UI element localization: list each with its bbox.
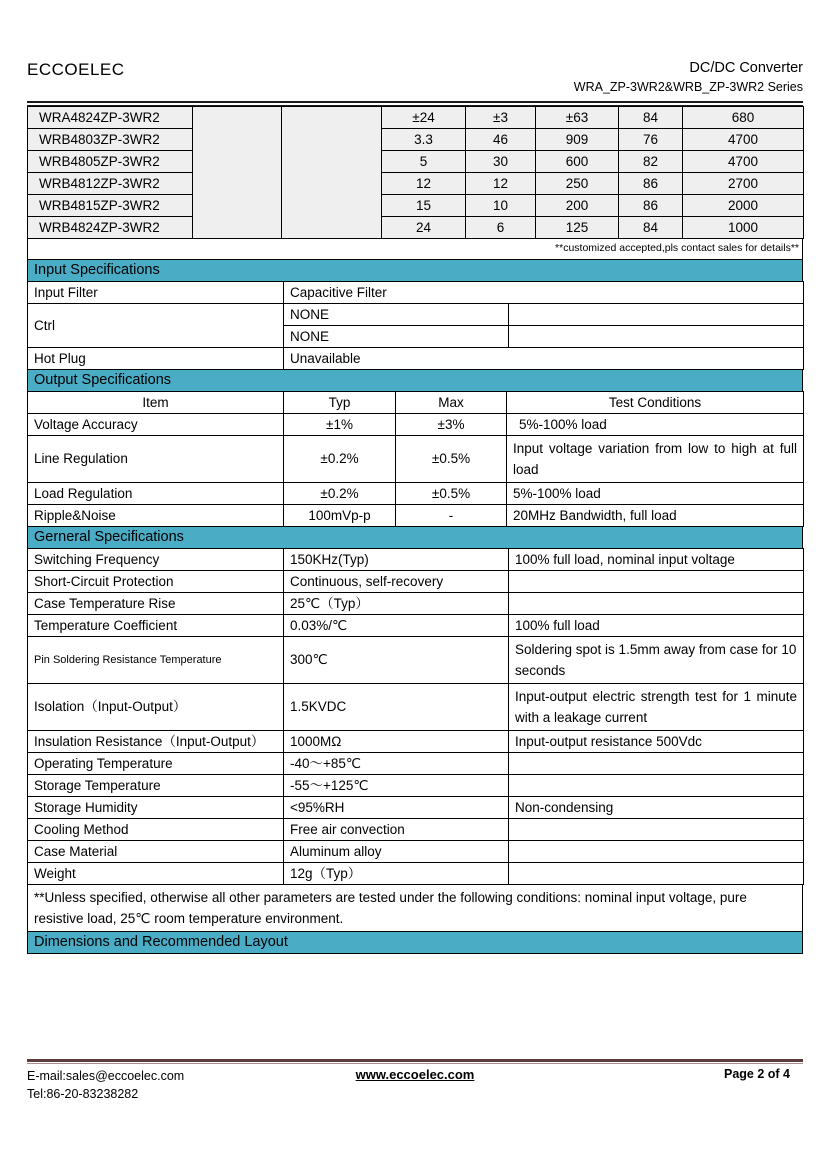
table-row xyxy=(28,436,804,483)
empty-cell xyxy=(509,304,804,326)
spec-typ: ±0.2% xyxy=(284,436,396,483)
value-cell: 46 xyxy=(466,129,536,151)
table-row xyxy=(28,863,804,885)
column-header-test-conditions: Test Conditions xyxy=(507,392,804,414)
section-header-general-specifications: Gerneral Specifications xyxy=(27,526,803,549)
table-row xyxy=(28,841,804,863)
table-row xyxy=(28,637,804,684)
table-row xyxy=(28,151,804,173)
spec-value: NONE xyxy=(284,304,509,326)
spec-max: ±0.5% xyxy=(396,436,507,483)
table-row xyxy=(28,593,804,615)
value-cell: 5 xyxy=(382,151,466,173)
merged-empty-cell xyxy=(193,107,282,239)
spec-value: 150KHz(Typ) xyxy=(284,549,509,571)
table-row xyxy=(28,731,804,753)
model-cell: WRB4805ZP-3WR2 xyxy=(28,151,193,173)
table-row xyxy=(28,282,804,304)
table-row xyxy=(28,129,804,151)
spec-value: 25℃（Typ） xyxy=(284,593,509,615)
spec-label: Storage Temperature xyxy=(28,775,284,797)
table-row xyxy=(28,195,804,217)
spec-label: Ctrl xyxy=(28,304,284,348)
spec-test: 100% full load xyxy=(509,615,804,637)
table-row xyxy=(28,217,804,239)
value-cell: 250 xyxy=(536,173,619,195)
spec-typ: 100mVp-p xyxy=(284,505,396,527)
value-cell: 1000 xyxy=(683,217,804,239)
spec-max: ±0.5% xyxy=(396,483,507,505)
value-cell: 12 xyxy=(382,173,466,195)
model-cell: WRB4812ZP-3WR2 xyxy=(28,173,193,195)
section-header-output-specifications: Output Specifications xyxy=(27,369,803,392)
footer xyxy=(27,1067,803,1103)
model-cell: WRB4815ZP-3WR2 xyxy=(28,195,193,217)
spec-value: 1000MΩ xyxy=(284,731,509,753)
spec-test xyxy=(509,775,804,797)
spec-label: Voltage Accuracy xyxy=(28,414,284,436)
spec-test: Input voltage variation from low to high at full load xyxy=(507,436,804,483)
test-conditions-note: **Unless specified, otherwise all other parameters are tested under the following conditions: nominal input voltage, pure resistive load, 25℃ room temperature environment. xyxy=(27,884,803,932)
value-cell: 909 xyxy=(536,129,619,151)
value-cell: 6 xyxy=(466,217,536,239)
spec-typ: ±0.2% xyxy=(284,483,396,505)
spec-label: Input Filter xyxy=(28,282,284,304)
column-header-item: Item xyxy=(28,392,284,414)
empty-cell xyxy=(509,326,804,348)
spec-label: Line Regulation xyxy=(28,436,284,483)
spec-label: Pin Soldering Resistance Temperature xyxy=(28,637,284,684)
spec-label: Insulation Resistance（Input-Output） xyxy=(28,731,284,753)
table-row xyxy=(28,304,804,326)
value-cell: 84 xyxy=(619,107,683,129)
table-row xyxy=(28,775,804,797)
model-cell: WRB4803ZP-3WR2 xyxy=(28,129,193,151)
table-row xyxy=(28,505,804,527)
value-cell: 680 xyxy=(683,107,804,129)
spec-test: 5%-100% load xyxy=(507,483,804,505)
spec-value: -55～+125℃ xyxy=(284,775,509,797)
merged-empty-cell xyxy=(282,107,382,239)
model-cell: WRB4824ZP-3WR2 xyxy=(28,217,193,239)
spec-test xyxy=(509,571,804,593)
table-row xyxy=(28,684,804,731)
spec-value: NONE xyxy=(284,326,509,348)
spec-test: Soldering spot is 1.5mm away from case for 10 seconds xyxy=(509,637,804,684)
table-row xyxy=(28,483,804,505)
value-cell: 82 xyxy=(619,151,683,173)
table-row xyxy=(28,797,804,819)
spec-test xyxy=(509,819,804,841)
footer-rule xyxy=(27,1059,803,1064)
table-row xyxy=(28,615,804,637)
title-block xyxy=(574,60,803,95)
general-specs-table xyxy=(27,548,804,885)
spec-max: ±3% xyxy=(396,414,507,436)
value-cell: 86 xyxy=(619,173,683,195)
spec-label: Cooling Method xyxy=(28,819,284,841)
spec-value: 0.03%/℃ xyxy=(284,615,509,637)
table-row xyxy=(28,414,804,436)
spec-value: Aluminum alloy xyxy=(284,841,509,863)
spec-value: Unavailable xyxy=(284,348,804,370)
spec-label: Operating Temperature xyxy=(28,753,284,775)
value-cell: 3.3 xyxy=(382,129,466,151)
spec-value: Continuous, self-recovery xyxy=(284,571,509,593)
table-row xyxy=(28,819,804,841)
section-header-input-specifications: Input Specifications xyxy=(27,259,803,282)
value-cell: 2000 xyxy=(683,195,804,217)
value-cell: 2700 xyxy=(683,173,804,195)
spec-test xyxy=(509,863,804,885)
value-cell: ±3 xyxy=(466,107,536,129)
spec-label: Case Temperature Rise xyxy=(28,593,284,615)
value-cell: 10 xyxy=(466,195,536,217)
value-cell: ±24 xyxy=(382,107,466,129)
series-subtitle: WRA_ZP-3WR2&WRB_ZP-3WR2 Series xyxy=(573,80,803,94)
spec-value: Free air convection xyxy=(284,819,509,841)
spec-test: 100% full load, nominal input voltage xyxy=(509,549,804,571)
footer-website-link[interactable]: www.eccoelec.com xyxy=(355,1067,475,1082)
spec-value: -40～+85℃ xyxy=(284,753,509,775)
page-number: Page 2 of 4 xyxy=(724,1067,790,1081)
value-cell: 4700 xyxy=(683,151,804,173)
footer-tel: Tel:86-20-83238282 xyxy=(27,1087,139,1101)
spec-label: Weight xyxy=(28,863,284,885)
spec-test: 5%-100% load xyxy=(507,414,804,436)
value-cell: ±63 xyxy=(536,107,619,129)
spec-test: Non-condensing xyxy=(509,797,804,819)
spec-value: <95%RH xyxy=(284,797,509,819)
spec-label: Case Material xyxy=(28,841,284,863)
customized-note: **customized accepted,pls contact sales for details** xyxy=(27,238,803,260)
table-row xyxy=(28,107,804,129)
spec-value: 1.5KVDC xyxy=(284,684,509,731)
section-header-dimensions: Dimensions and Recommended Layout xyxy=(27,931,803,954)
value-cell: 24 xyxy=(382,217,466,239)
spec-label: Ripple&Noise xyxy=(28,505,284,527)
spec-label: Isolation（Input-Output） xyxy=(28,684,284,731)
spec-test xyxy=(509,753,804,775)
column-header-typ: Typ xyxy=(284,392,396,414)
spec-max: - xyxy=(396,505,507,527)
company-logo-text: ECCOELEC xyxy=(27,60,125,79)
spec-label: Switching Frequency xyxy=(28,549,284,571)
model-cell: WRA4824ZP-3WR2 xyxy=(28,107,193,129)
value-cell: 84 xyxy=(619,217,683,239)
footer-email: E-mail:sales@eccoelec.com xyxy=(27,1069,185,1083)
spec-test: 20MHz Bandwidth, full load xyxy=(507,505,804,527)
value-cell: 200 xyxy=(536,195,619,217)
masthead xyxy=(27,56,803,101)
table-row xyxy=(28,348,804,370)
spec-label: Load Regulation xyxy=(28,483,284,505)
table-row xyxy=(28,173,804,195)
input-specs-table xyxy=(27,281,804,370)
page-content xyxy=(27,56,803,954)
spec-value: 12g（Typ） xyxy=(284,863,509,885)
spec-label: Storage Humidity xyxy=(28,797,284,819)
spec-label: Hot Plug xyxy=(28,348,284,370)
spec-label: Short-Circuit Protection xyxy=(28,571,284,593)
spec-test xyxy=(509,841,804,863)
spec-test xyxy=(509,593,804,615)
column-header-max: Max xyxy=(396,392,507,414)
spec-test: Input-output resistance 500Vdc xyxy=(509,731,804,753)
document-title: DC/DC Converter xyxy=(689,60,803,76)
spec-label: Temperature Coefficient xyxy=(28,615,284,637)
value-cell: 125 xyxy=(536,217,619,239)
spec-value: Capacitive Filter xyxy=(284,282,804,304)
spec-test: Input-output electric strength test for 1 minute with a leakage current xyxy=(509,684,804,731)
spec-value: 300℃ xyxy=(284,637,509,684)
value-cell: 600 xyxy=(536,151,619,173)
value-cell: 30 xyxy=(466,151,536,173)
value-cell: 15 xyxy=(382,195,466,217)
value-cell: 12 xyxy=(466,173,536,195)
value-cell: 4700 xyxy=(683,129,804,151)
table-row xyxy=(28,549,804,571)
model-selection-table xyxy=(27,106,804,239)
spec-typ: ±1% xyxy=(284,414,396,436)
value-cell: 76 xyxy=(619,129,683,151)
value-cell: 86 xyxy=(619,195,683,217)
table-header-row xyxy=(28,392,804,414)
output-specs-table xyxy=(27,391,804,527)
table-row xyxy=(28,753,804,775)
table-row xyxy=(28,571,804,593)
